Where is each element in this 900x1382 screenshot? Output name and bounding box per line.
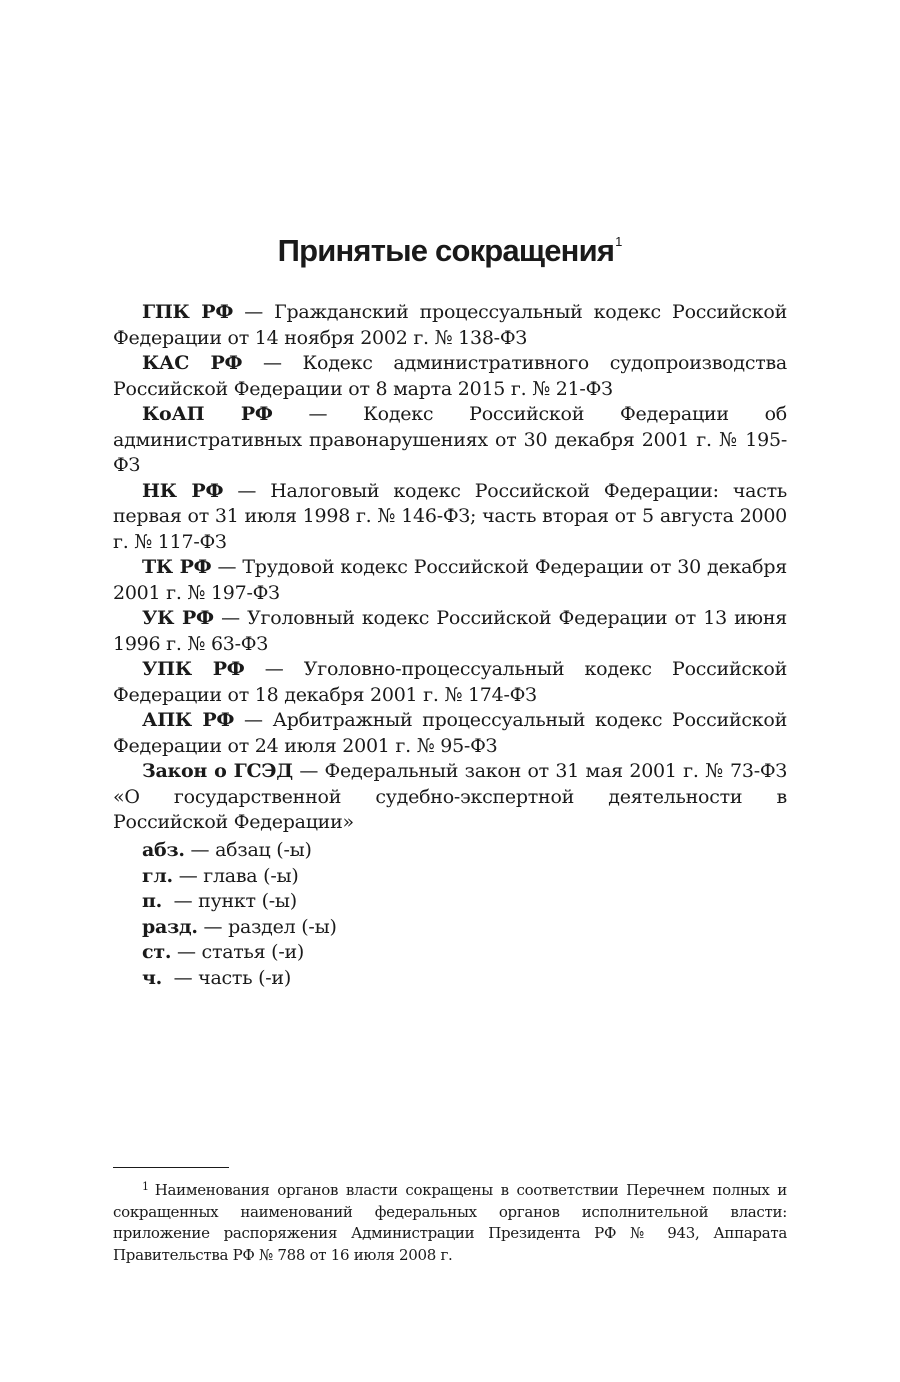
entry-description: — Кодекс Российской Федерации об административных правонарушениях от 30 декабря 2001 г. № 195-ФЗ	[113, 403, 787, 476]
short-abbreviations-list	[142, 838, 337, 991]
abbrev-gl	[142, 864, 337, 890]
entry-uk	[113, 606, 787, 657]
title-footnote-mark: 1	[615, 234, 623, 249]
abbrev-razd	[142, 915, 337, 941]
entry-koap	[113, 402, 787, 479]
entry-term: Закон о ГСЭД	[142, 760, 293, 782]
entry-term: ГПК РФ	[142, 301, 234, 323]
footnote	[113, 1176, 787, 1266]
abbrev-abz	[142, 838, 337, 864]
abbrev-description: — статья (-и)	[171, 941, 305, 963]
abbrev-description: — пункт (-ы)	[162, 890, 297, 912]
entry-upk	[113, 657, 787, 708]
entry-apk	[113, 708, 787, 759]
entry-description: — Налоговый кодекс Российской Федерации: часть первая от 31 июля 1998 г. № 146-ФЗ; часть вторая от 5 августа 2000 г. № 117-ФЗ	[113, 479, 787, 553]
entry-description: — Уголовно-процессуальный кодекс Российской Федерации от 18 декабря 2001 г. № 174-ФЗ	[113, 658, 787, 706]
page-title	[0, 222, 900, 271]
abbrev-description: — абзац (-ы)	[184, 839, 312, 861]
entry-term: НК РФ	[142, 479, 224, 502]
entry-description: — Федеральный закон от 31 мая 2001 г. № 73-ФЗ «О государственной судебно-экспертной деятельности в Российской Федерации»	[113, 760, 787, 833]
entry-description: — Арбитражный процессуальный кодекс Российской Федерации от 24 июля 2001 г. № 95-ФЗ	[113, 709, 787, 757]
entry-gpk	[113, 300, 787, 351]
page-title-text: Принятые сокращения	[277, 233, 615, 268]
entry-term: ТК РФ	[142, 556, 212, 578]
entry-description: — Кодекс административного судопроизводства Российской Федерации от 8 марта 2015 г. № 21-ФЗ	[113, 352, 787, 400]
abbrev-p	[142, 889, 337, 915]
entry-term: КоАП РФ	[142, 403, 273, 425]
footnote-text: Наименования органов власти сокращены в соответствии Перечнем полных и сокращенных наименований федеральных органов исполнительной власти: приложение распоряжения Администрации Президента РФ № 943, Аппарата Правительства РФ № 788 от 16 июля 2008 г.	[113, 1181, 787, 1264]
entry-term: УПК РФ	[142, 658, 245, 680]
abbrev-term: абз.	[142, 839, 185, 861]
abbrev-ch	[142, 966, 337, 992]
entry-description: — Гражданский процессуальный кодекс Российской Федерации от 14 ноября 2002 г. № 138-ФЗ	[113, 301, 787, 349]
footnote-mark: 1	[142, 1180, 149, 1193]
entry-description: — Трудовой кодекс Российской Федерации от 30 декабря 2001 г. № 197-ФЗ	[113, 556, 787, 604]
entry-term: КАС РФ	[142, 352, 243, 374]
footnote-divider	[113, 1167, 229, 1168]
abbrev-description: — глава (-ы)	[172, 864, 299, 887]
entry-tk	[113, 555, 787, 606]
entry-gsed	[113, 759, 787, 836]
abbrev-term: разд.	[142, 915, 198, 938]
abbreviation-entries	[113, 300, 787, 836]
entry-term: УК РФ	[142, 607, 214, 629]
entry-nk	[113, 479, 787, 556]
entry-description: — Уголовный кодекс Российской Федерации от 13 июня 1996 г. № 63-ФЗ	[113, 607, 788, 655]
abbrev-term: ст.	[142, 941, 172, 963]
abbrev-term: ч.	[142, 966, 163, 989]
abbrev-st	[142, 940, 337, 966]
abbrev-term: гл.	[142, 864, 173, 887]
entry-kas	[113, 351, 787, 402]
abbrev-term: п.	[142, 890, 163, 912]
abbrev-description: — часть (-и)	[162, 966, 291, 989]
entry-term: АПК РФ	[142, 709, 235, 731]
abbrev-description: — раздел (-ы)	[197, 915, 337, 938]
